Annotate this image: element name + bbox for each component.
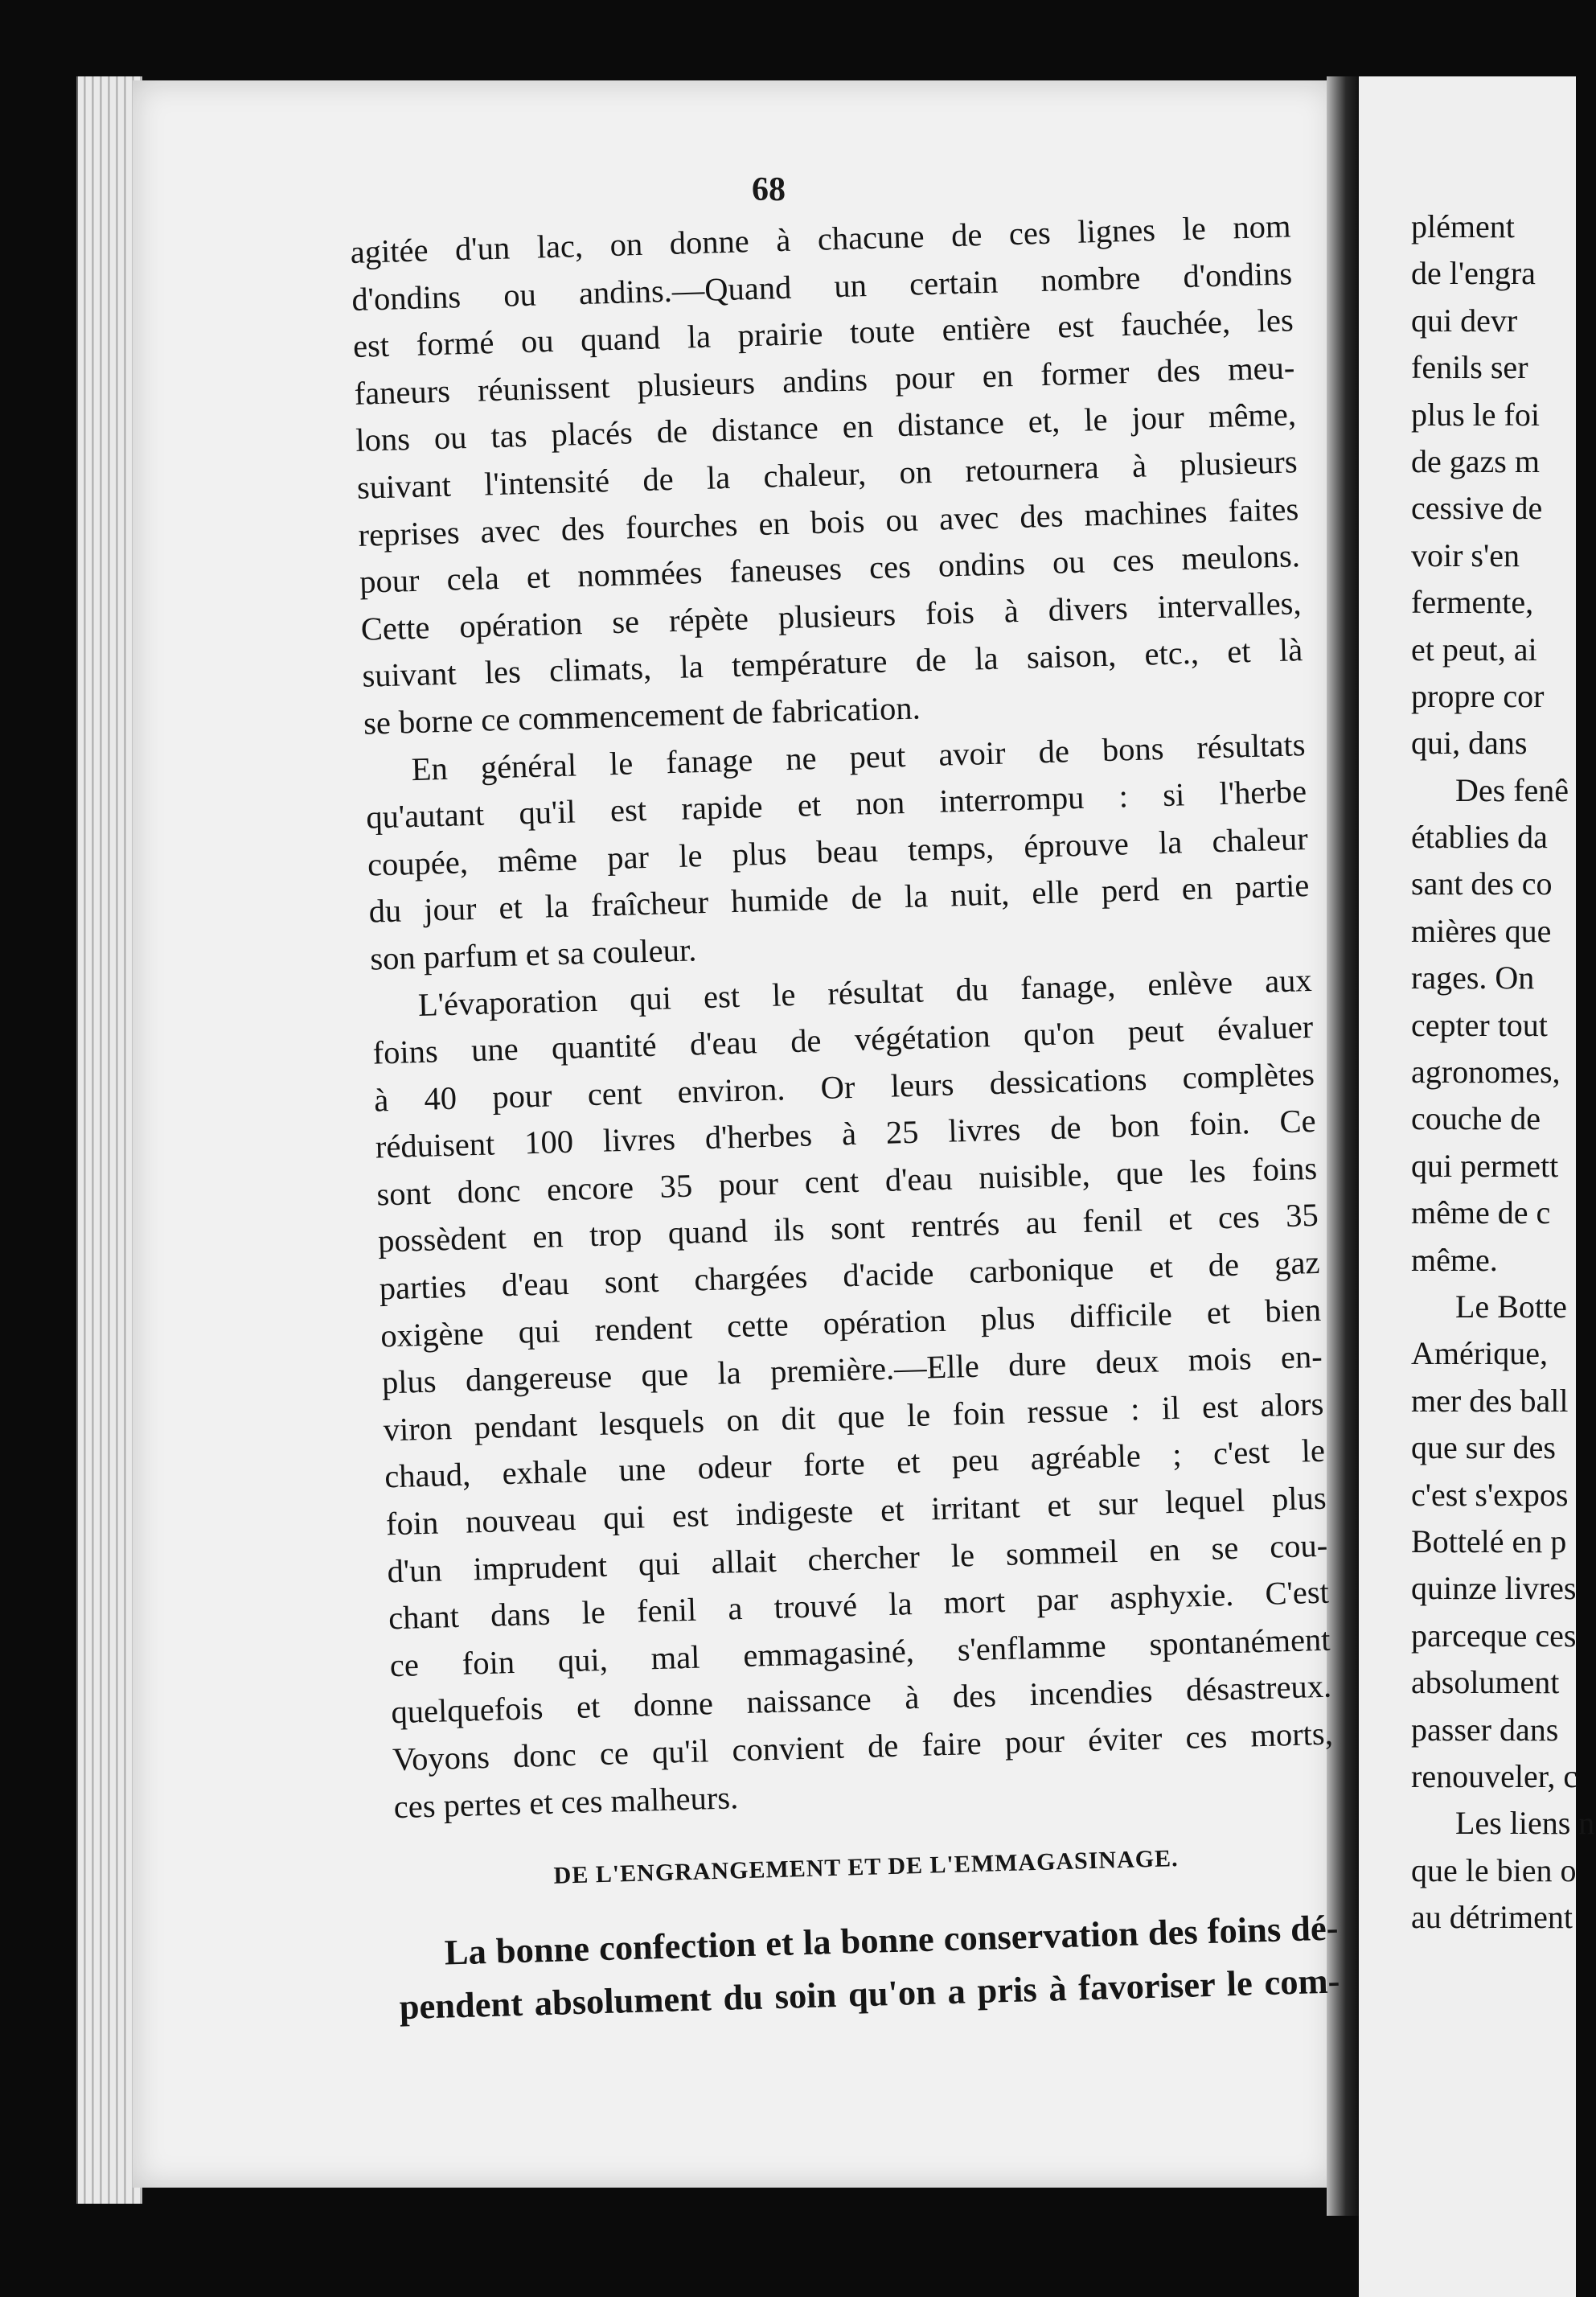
fragment-line: cepter tout xyxy=(1411,1006,1548,1043)
fragment-line: c'est s'expos xyxy=(1411,1476,1569,1513)
text-line: pendent absolument du soin qu'on a pris à favoriser le com- xyxy=(399,1960,1340,2028)
paragraph xyxy=(364,721,1311,984)
fragment-line: propre cor xyxy=(1411,677,1545,714)
text-line: d'ondins ou andins.—Quand un certain nombre d'ondins xyxy=(351,254,1293,318)
fragment-line: quinze livres xyxy=(1411,1570,1577,1607)
text-line: Cette opération se répète plusieurs fois à divers intervalles, xyxy=(360,584,1303,647)
fragment-line: absolument xyxy=(1411,1664,1560,1701)
text-line: La bonne confection et la bonne conservation des foins dé- xyxy=(444,1907,1340,1973)
fragment-line: mières que xyxy=(1411,912,1552,949)
fragment-line: qui, dans xyxy=(1411,725,1528,762)
section-heading: DE L'ENGRANGEMENT ET DE L'EMMAGASINAGE. xyxy=(553,1845,1180,1889)
text-line: lons ou tas placés de distance en distance et, le jour même, xyxy=(355,396,1297,459)
text-line: possèdent en trop quand ils sont rentrés au fenil et ces 35 xyxy=(377,1197,1319,1259)
text-line: oxigène qui rendent cette opération plus difficile et bien xyxy=(380,1291,1322,1354)
text-line: à 40 pour cent environ. Or leurs dessications complètes xyxy=(373,1055,1315,1119)
text-line: chaud, exhale une odeur forte et peu agréable ; c'est le xyxy=(384,1432,1326,1495)
text-line: En général le fanage ne peut avoir de bons résultats xyxy=(411,725,1306,787)
fragment-line: renouveler, c xyxy=(1411,1757,1578,1794)
right-page-text-fragment xyxy=(1411,203,1596,1941)
fragment-line: voir s'en xyxy=(1411,536,1520,573)
page-number: 68 xyxy=(752,171,786,208)
text-line: faneurs réunissent plusieurs andins pour en former des meu- xyxy=(354,349,1295,412)
fragment-line: Le Botte xyxy=(1455,1288,1567,1325)
fragment-line: que le bien o xyxy=(1411,1851,1577,1888)
text-line: chant dans le fenil a trouvé la mort par asphyxie. C'est xyxy=(388,1573,1330,1637)
text-line: suivant l'intensité de la chaleur, on retournera à plusieurs xyxy=(356,443,1299,506)
fragment-line: au détriment xyxy=(1411,1899,1573,1936)
text-line: d'un imprudent qui allait chercher le sommeil en se cou- xyxy=(386,1527,1328,1589)
text-line: quelquefois et donne naissance à des incendies désastreux. xyxy=(390,1668,1332,1731)
text-line: se borne ce commencement de fabrication. xyxy=(363,689,921,742)
fragment-line: parceque ces xyxy=(1411,1617,1577,1654)
text-line: son parfum et sa couleur. xyxy=(369,931,697,977)
fragment-line: fenils ser xyxy=(1411,349,1528,386)
text-line: sont donc encore 35 pour cent d'eau nuisible, que les foins xyxy=(375,1149,1318,1213)
paragraph xyxy=(371,956,1335,1831)
fragment-line: et peut, ai xyxy=(1411,631,1537,668)
paragraph xyxy=(350,203,1305,747)
fragment-line: établies da xyxy=(1411,819,1548,856)
fragment-line: Amérique, xyxy=(1411,1335,1548,1372)
text-line: reprises avec des fourches en bois ou avec des machines faites xyxy=(357,490,1299,553)
fragment-line: de gazs m xyxy=(1411,442,1540,479)
fragment-line: Bottelé en p xyxy=(1411,1522,1567,1559)
text-line: foin nouveau qui est indigeste et irritant et sur lequel plus xyxy=(385,1479,1327,1543)
left-page-text xyxy=(350,203,1340,2033)
fragment-line: même de c xyxy=(1411,1194,1551,1231)
text-line: réduisent 100 livres d'herbes à 25 livres de bon foin. Ce xyxy=(375,1103,1317,1165)
text-line: ce foin qui, mal emmagasiné, s'enflamme spontanément xyxy=(389,1621,1331,1684)
text-line: coupée, même par le plus beau temps, éprouve la chaleur xyxy=(367,820,1309,883)
fragment-line: cessive de xyxy=(1411,490,1543,527)
fragment-line: passer dans xyxy=(1411,1711,1559,1748)
fragment-line: plément xyxy=(1411,208,1515,244)
fragment-line: mer des ball xyxy=(1411,1382,1569,1419)
text-line: est formé ou quand la prairie toute entière est fauchée, les xyxy=(352,302,1294,365)
fragment-line: Les liens n xyxy=(1455,1805,1595,1842)
text-line: suivant les climats, la température de la saison, etc., et là xyxy=(361,631,1303,695)
text-line: pour cela et nommées faneuses ces ondins ou ces meulons. xyxy=(359,537,1301,600)
text-line: parties d'eau sont chargées d'acide carbonique et de gaz xyxy=(379,1243,1320,1307)
fragment-line: couche de xyxy=(1411,1100,1541,1137)
fragment-line: Des fenê xyxy=(1455,771,1569,808)
text-line: agitée d'un lac, on donne à chacune de ces lignes le nom xyxy=(350,208,1291,270)
text-line: viron pendant lesquels on dit que le foin ressue : il est alors xyxy=(383,1385,1324,1448)
text-line: plus dangereuse que la première.—Elle dure deux mois en- xyxy=(381,1338,1323,1401)
text-line: qu'autant qu'il est rapide et non interrompu : si l'herbe xyxy=(365,773,1307,836)
fragment-line: de l'engra xyxy=(1411,255,1536,292)
fragment-line: sant des co xyxy=(1411,865,1553,902)
fragment-line: qui permett xyxy=(1411,1147,1559,1184)
text-line: du jour et la fraîcheur humide de la nuit, elle perd en partie xyxy=(368,867,1310,930)
text-line: ces pertes et ces malheurs. xyxy=(393,1778,739,1825)
text-line: L'évaporation qui est le résultat du fanage, enlève aux xyxy=(417,961,1313,1023)
fragment-line: rages. On xyxy=(1411,959,1535,996)
fragment-line: fermente, xyxy=(1411,584,1534,621)
text-line: Voyons donc ce qu'il convient de faire pour éviter ces morts, xyxy=(392,1715,1334,1778)
fragment-line: que sur des xyxy=(1411,1429,1556,1466)
fragment-line: agronomes, xyxy=(1411,1054,1561,1091)
text-line: foins une quantité d'eau de végétation qu'on peut évaluer xyxy=(371,1009,1314,1071)
fragment-line: qui devr xyxy=(1411,302,1518,339)
fragment-line: même. xyxy=(1411,1241,1498,1278)
fragment-line: plus le foi xyxy=(1411,396,1540,433)
